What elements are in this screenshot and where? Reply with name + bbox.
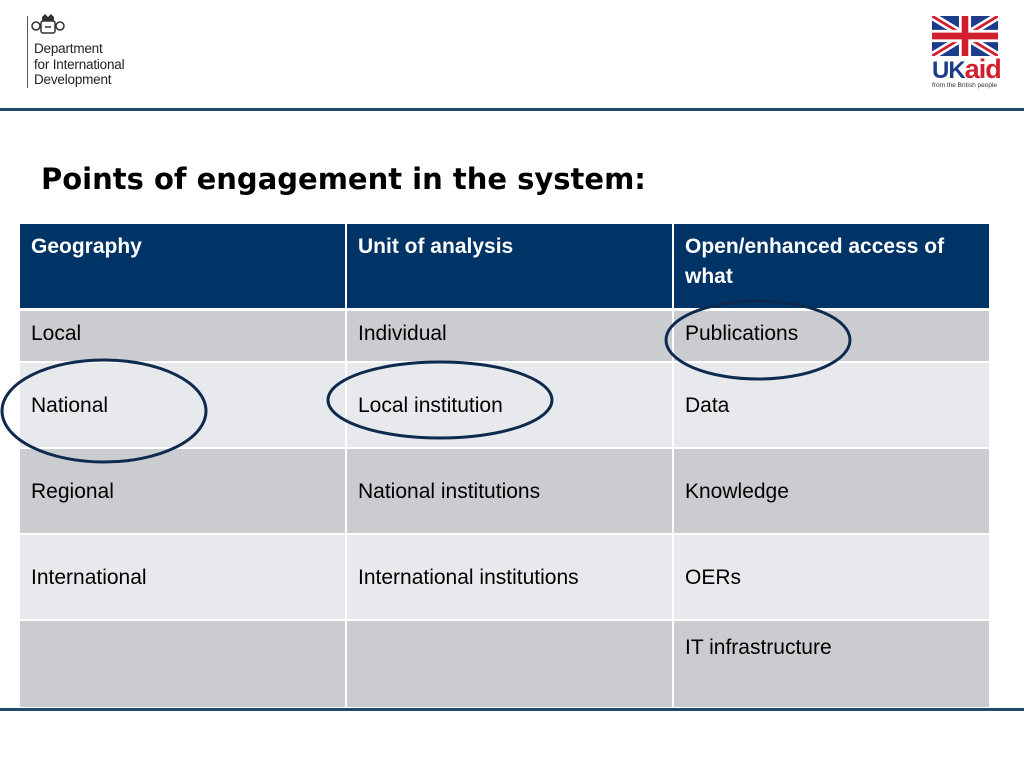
table-cell: Knowledge xyxy=(674,449,989,535)
ukaid-logo xyxy=(932,56,1001,83)
dept-divider xyxy=(27,16,28,88)
table-cell xyxy=(347,621,674,709)
department-name xyxy=(34,41,124,88)
union-flag-icon xyxy=(932,16,998,56)
royal-crest-icon xyxy=(28,13,68,37)
table-cell: Publications xyxy=(674,311,989,363)
table-cell: Local institution xyxy=(347,363,674,449)
table-cell: Regional xyxy=(20,449,347,535)
header-access-of-what: Open/enhanced access of what xyxy=(674,224,989,311)
ukaid-tagline: from the British people xyxy=(932,82,998,89)
header-unit-of-analysis: Unit of analysis xyxy=(347,224,674,311)
ukaid-logo-uk: UK xyxy=(932,57,965,84)
table-cell xyxy=(20,621,347,709)
table-row xyxy=(20,311,989,363)
table-cell: National xyxy=(20,363,347,449)
table-row xyxy=(20,449,989,535)
table-cell: Individual xyxy=(347,311,674,363)
header-geography: Geography xyxy=(20,224,347,311)
header-rule xyxy=(0,108,1024,111)
table-row xyxy=(20,621,989,709)
table-row xyxy=(20,535,989,621)
ukaid-logo-aid: aid xyxy=(964,54,1001,84)
table-header-row xyxy=(20,224,989,311)
slide-title: Points of engagement in the system: xyxy=(41,162,646,196)
table-cell: Data xyxy=(674,363,989,449)
department-line-1: Department xyxy=(34,41,103,56)
table-cell: OERs xyxy=(674,535,989,621)
footer-rule xyxy=(0,708,1024,711)
table-row xyxy=(20,363,989,449)
table-cell: International xyxy=(20,535,347,621)
table-cell: National institutions xyxy=(347,449,674,535)
table-cell: International institutions xyxy=(347,535,674,621)
engagement-table xyxy=(20,224,989,709)
department-line-3: Development xyxy=(34,72,112,87)
table-cell: Local xyxy=(20,311,347,363)
table-cell: IT infrastructure xyxy=(674,621,989,709)
department-line-2: for International xyxy=(34,56,125,72)
